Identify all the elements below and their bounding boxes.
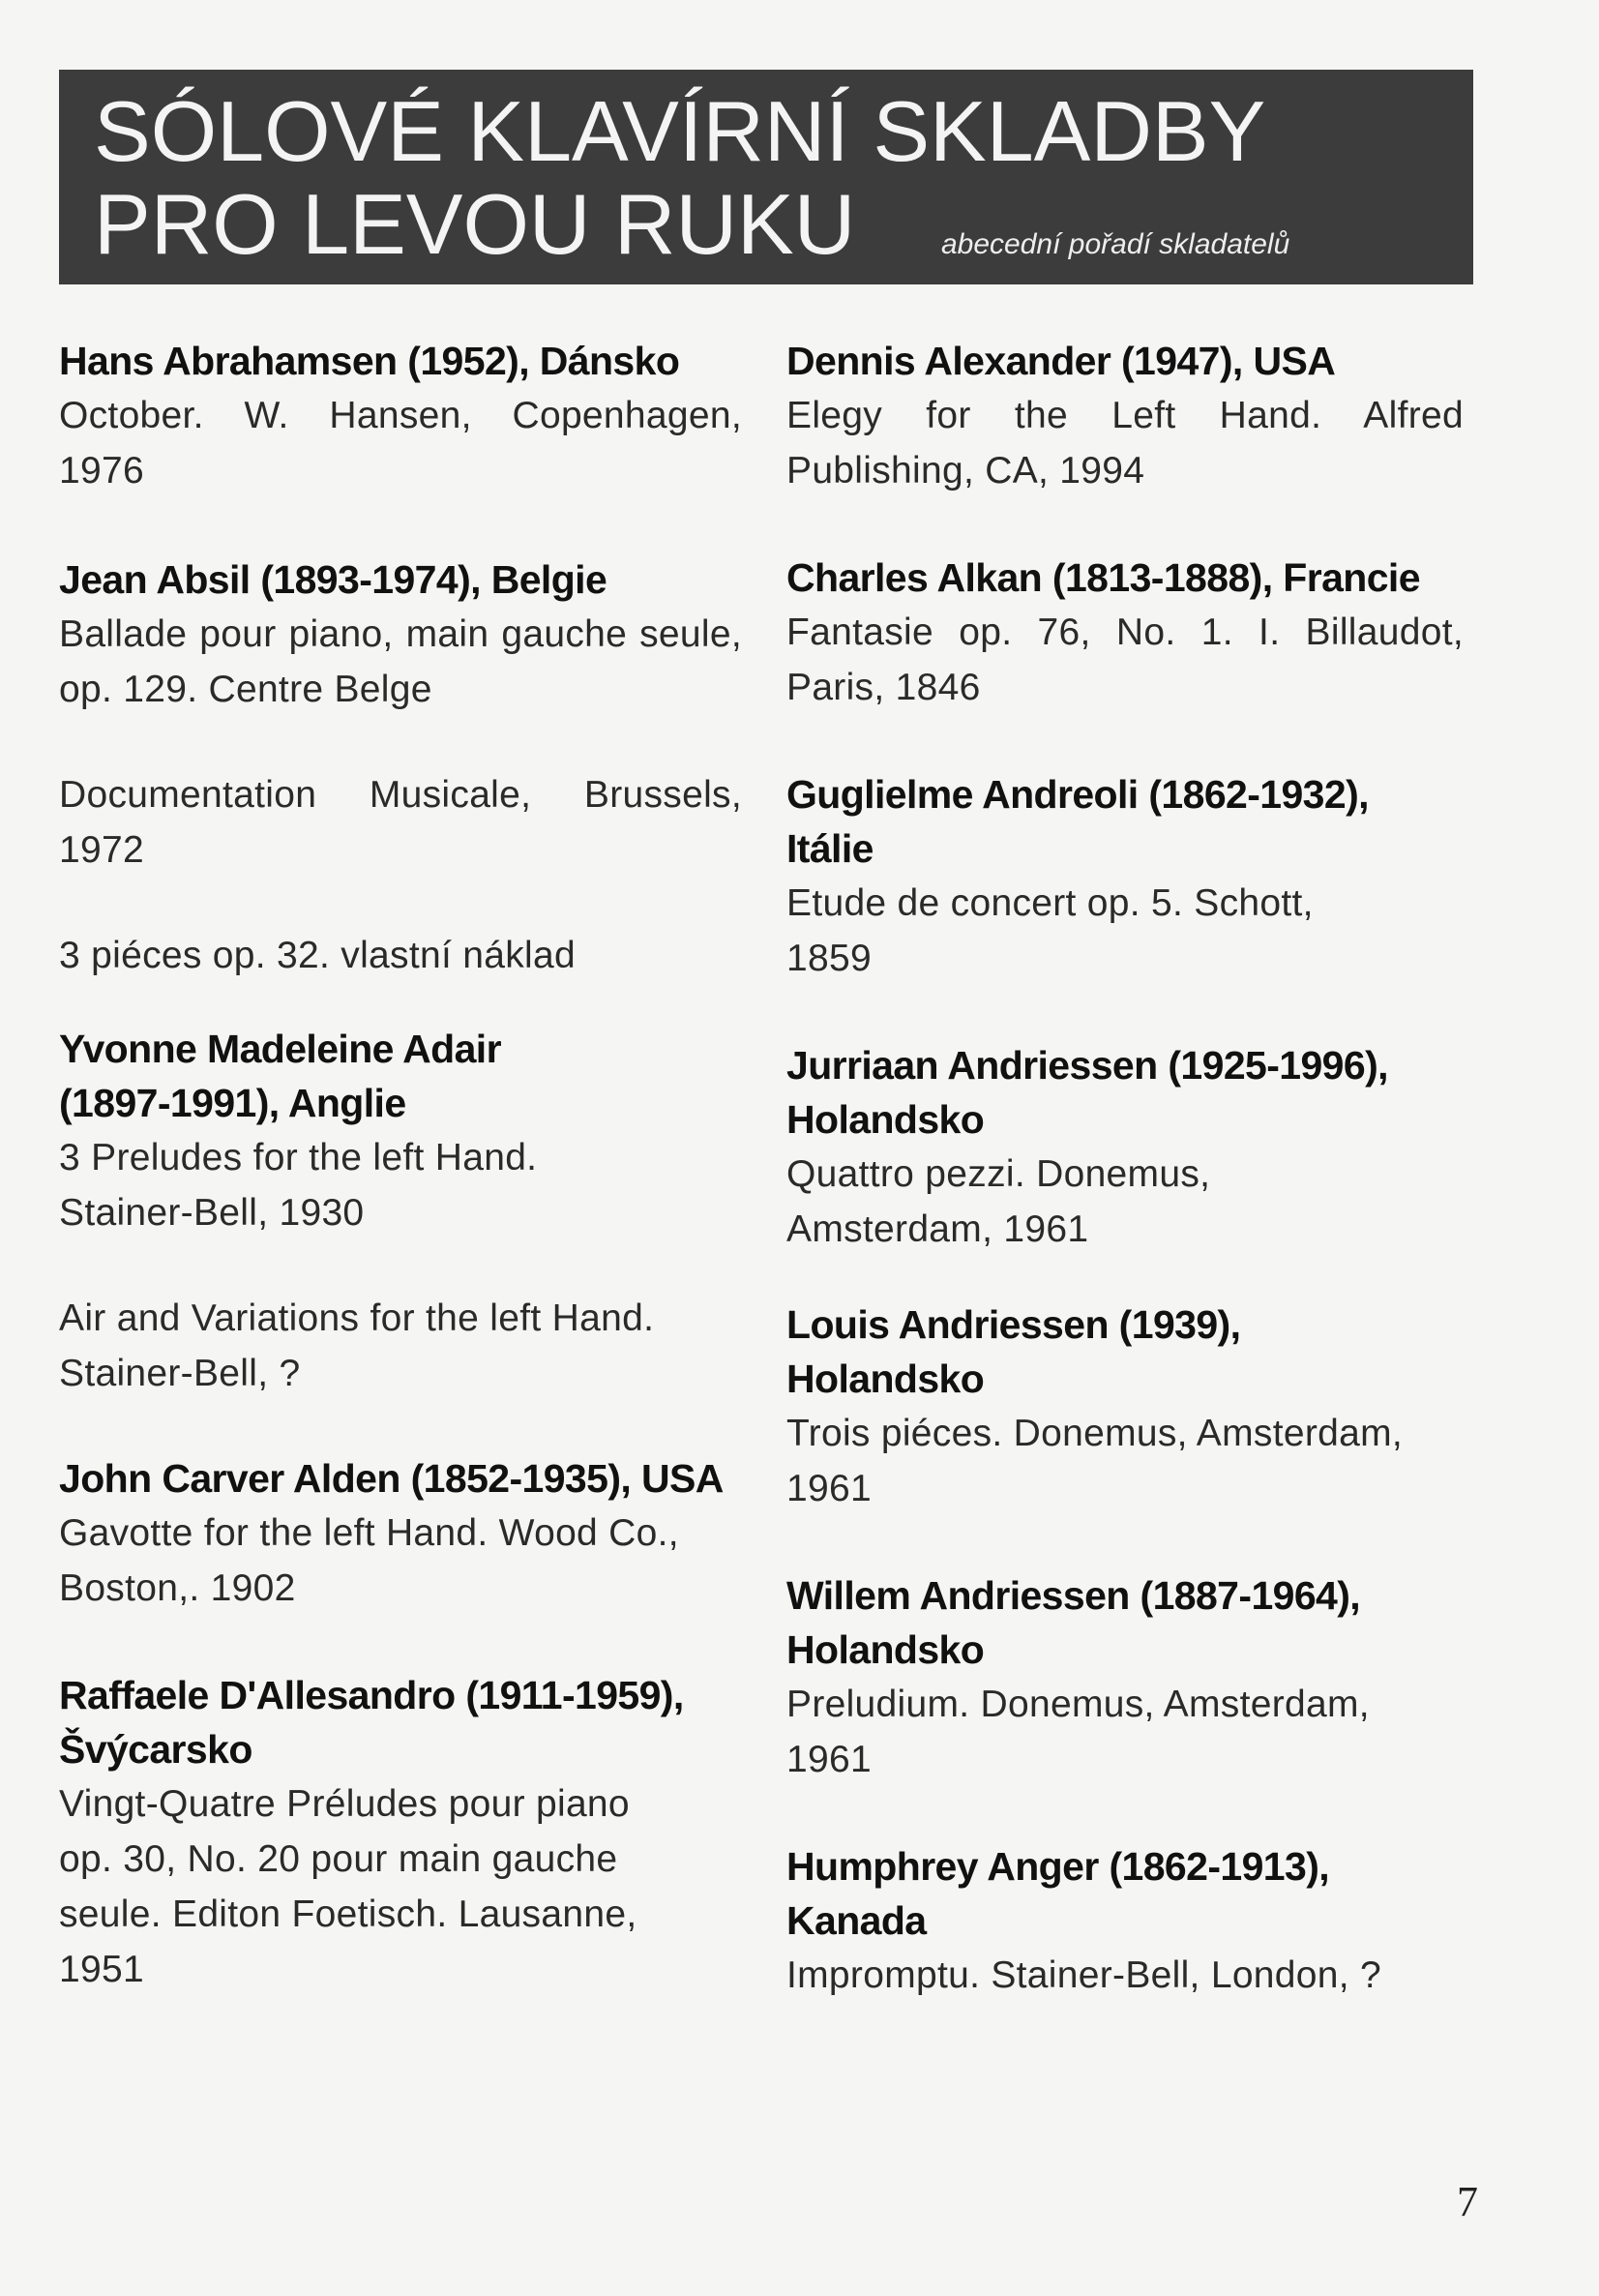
page-subtitle: abecední pořadí skladatelů bbox=[941, 228, 1290, 260]
composer-entry bbox=[786, 1568, 1464, 1787]
composer-entry bbox=[786, 767, 1464, 986]
work-description: Impromptu. Stainer-Bell, London, ? bbox=[786, 1954, 1382, 1996]
composer-name: Dennis Alexander (1947), USA bbox=[786, 339, 1336, 383]
page-title-line-2: PRO LEVOU RUKU bbox=[94, 176, 856, 272]
work-description: Etude de concert op. 5. Schott, bbox=[786, 882, 1314, 924]
work-description: 3 piéces op. 32. vlastní náklad bbox=[59, 935, 576, 976]
work-description: Vingt-Quatre Préludes pour piano bbox=[59, 1783, 630, 1825]
composer-name: Raffaele D'Allesandro (1911-1959), Švýcarsko bbox=[59, 1673, 684, 1772]
composer-name: Yvonne Madeleine Adair bbox=[59, 1027, 501, 1071]
work-description: Gavotte for the left Hand. Wood Co., bbox=[59, 1512, 679, 1554]
work-description: Air and Variations for the left Hand. bbox=[59, 1297, 655, 1339]
composer-entry bbox=[786, 551, 1464, 715]
work-description: seule. Editon Foetisch. Lausanne, bbox=[59, 1893, 637, 1935]
work-description: 3 Preludes for the left Hand. bbox=[59, 1137, 538, 1178]
work-description: Documentation Musicale, Brussels, 1972 bbox=[59, 774, 742, 871]
composer-name: Louis Andriessen (1939), bbox=[786, 1302, 1241, 1347]
work-description: Elegy for the Left Hand. Alfred Publishing, CA, 1994 bbox=[786, 395, 1464, 492]
work-description: Boston,. 1902 bbox=[59, 1567, 296, 1609]
composer-name: (1897-1991), Anglie bbox=[59, 1081, 406, 1125]
work-description: Trois piéces. Donemus, Amsterdam, bbox=[786, 1413, 1404, 1454]
page-title-line-1: SÓLOVÉ KLAVÍRNÍ SKLADBY bbox=[94, 83, 1266, 179]
left-column bbox=[59, 334, 742, 1997]
composer-entry bbox=[59, 1668, 742, 1997]
composer-entry bbox=[786, 1038, 1464, 1257]
work-description: Ballade pour piano, main gauche seule, op. 129. Centre Belge bbox=[59, 613, 742, 710]
work-description: Amsterdam, 1961 bbox=[786, 1208, 1089, 1250]
composer-entry bbox=[786, 1839, 1464, 2003]
right-column bbox=[786, 334, 1464, 2003]
work-description: op. 30, No. 20 pour main gauche bbox=[59, 1838, 618, 1880]
work-description: Preludium. Donemus, Amsterdam, bbox=[786, 1684, 1370, 1725]
work-description: 1961 bbox=[786, 1739, 872, 1780]
work-description: 1951 bbox=[59, 1949, 144, 1990]
composer-entry bbox=[59, 1451, 742, 1616]
composer-name: Guglielme Andreoli (1862-1932), Itálie bbox=[786, 772, 1369, 871]
composer-name: Humphrey Anger (1862-1913), Kanada bbox=[786, 1844, 1330, 1943]
composer-name: Jean Absil (1893-1974), Belgie bbox=[59, 557, 607, 602]
composer-name: Hans Abrahamsen (1952), Dánsko bbox=[59, 339, 680, 383]
composer-entry bbox=[786, 334, 1464, 498]
composer-name: Holandsko bbox=[786, 1357, 985, 1401]
composer-entry bbox=[59, 552, 742, 983]
work-description: Fantasie op. 76, No. 1. I. Billaudot, Paris, 1846 bbox=[786, 611, 1464, 708]
work-description: 1859 bbox=[786, 938, 872, 979]
composer-name: Charles Alkan (1813-1888), Francie bbox=[786, 555, 1420, 600]
work-description: 1961 bbox=[786, 1468, 872, 1509]
page-number: 7 bbox=[1457, 2178, 1478, 2225]
title-banner bbox=[59, 70, 1473, 284]
composer-name: John Carver Alden (1852-1935), USA bbox=[59, 1456, 724, 1501]
work-description: October. W. Hansen, Copenhagen, 1976 bbox=[59, 395, 742, 492]
composer-name: Jurriaan Andriessen (1925-1996), Holandsko bbox=[786, 1043, 1388, 1142]
work-description: Stainer-Bell, ? bbox=[59, 1353, 301, 1394]
composer-entry bbox=[59, 334, 742, 498]
composer-entry bbox=[786, 1297, 1464, 1516]
composer-name: Willem Andriessen (1887-1964), Holandsko bbox=[786, 1573, 1361, 1672]
work-description: Quattro pezzi. Donemus, bbox=[786, 1153, 1211, 1195]
work-description: Stainer-Bell, 1930 bbox=[59, 1192, 365, 1234]
composer-entry bbox=[59, 1022, 742, 1401]
